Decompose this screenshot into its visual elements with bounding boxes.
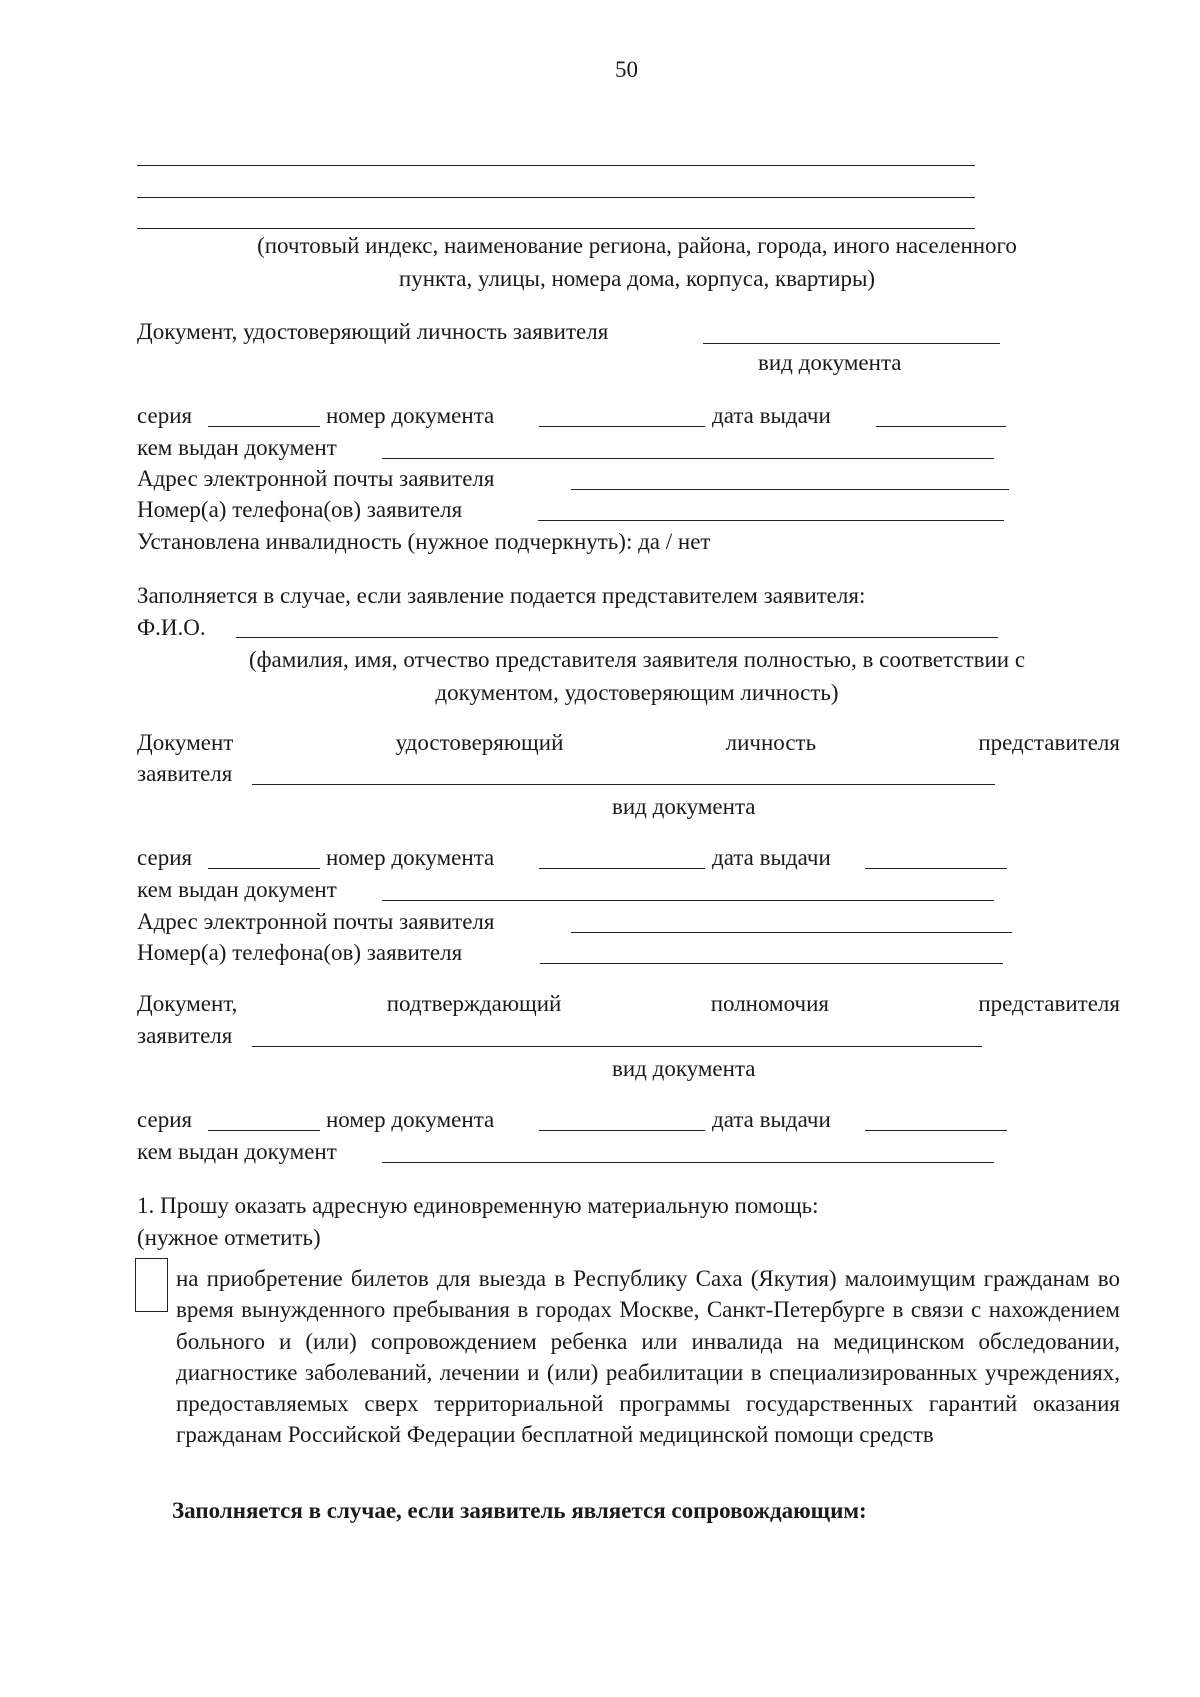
applicant-id-doc-field[interactable] (703, 343, 1000, 344)
rep-issue-date-label: дата выдачи (712, 845, 831, 870)
authority-doc-row (137, 988, 1120, 1019)
rep-phone-label: Номер(а) телефона(ов) заявителя (137, 940, 463, 965)
rep-email-field[interactable] (571, 932, 1012, 933)
applicant-issued-by-field[interactable] (382, 458, 994, 459)
applicant-email-field[interactable] (571, 489, 1009, 490)
auth-issued-by-label: кем выдан документ (137, 1139, 337, 1164)
rep-series-field[interactable] (208, 868, 320, 869)
rep-id-word-1: Документ (137, 730, 234, 755)
representative-intro: Заполняется в случае, если заявление подается представителем заявителя: (137, 583, 866, 608)
applicant-phone-field[interactable] (538, 520, 1004, 521)
applicant-issue-date-label: дата выдачи (712, 403, 831, 428)
applicant-series-field[interactable] (208, 426, 320, 427)
auth-word-4: представителя (978, 991, 1120, 1016)
applicant-doc-type-caption: вид документа (758, 350, 902, 375)
rep-phone-field[interactable] (540, 963, 1003, 964)
representative-fio-field[interactable] (236, 637, 998, 638)
auth-word-3: полномочия (710, 991, 829, 1016)
applicant-number-label: номер документа (326, 403, 495, 428)
auth-issue-date-field[interactable] (865, 1130, 1007, 1131)
representative-id-doc-line2: заявителя (137, 761, 233, 786)
auth-issue-date-label: дата выдачи (712, 1107, 831, 1132)
representative-id-doc-field[interactable] (252, 784, 995, 785)
applicant-email-label: Адрес электронной почты заявителя (137, 466, 495, 491)
address-line-1[interactable] (137, 165, 975, 166)
applicant-issued-by-label: кем выдан документ (137, 435, 337, 460)
authority-doc-field[interactable] (252, 1046, 982, 1047)
escort-heading: Заполняется в случае, если заявитель является сопровождающим: (172, 1498, 867, 1523)
auth-number-field[interactable] (539, 1130, 705, 1131)
rep-email-label: Адрес электронной почты заявителя (137, 909, 495, 934)
ticket-purchase-checkbox[interactable] (135, 1258, 168, 1312)
rep-series-label: серия (137, 845, 193, 870)
address-caption-1: (почтовый индекс, наименование региона, района, города, иного населенного (257, 233, 1017, 258)
applicant-series-label: серия (137, 403, 193, 428)
rep-number-label: номер документа (326, 845, 495, 870)
rep-issued-by-label: кем выдан документ (137, 877, 337, 902)
rep-issue-date-field[interactable] (865, 868, 1007, 869)
rep-id-word-2: удостоверяющий (395, 730, 564, 755)
auth-word-2: подтверждающий (386, 991, 562, 1016)
request-line-1: 1. Прошу оказать адресную единовременную материальную помощь: (137, 1193, 819, 1218)
address-line-2[interactable] (137, 197, 975, 198)
auth-number-label: номер документа (326, 1107, 495, 1132)
applicant-number-field[interactable] (539, 426, 705, 427)
authority-doc-type-caption: вид документа (612, 1056, 756, 1081)
rep-issued-by-field[interactable] (382, 900, 994, 901)
address-caption-2: пункта, улицы, номера дома, корпуса, квартиры) (398, 266, 876, 291)
address-line-3[interactable] (137, 228, 975, 229)
rep-id-word-4: представителя (978, 730, 1120, 755)
representative-fio-caption-2: документом, удостоверяющим личность) (435, 680, 839, 705)
rep-number-field[interactable] (539, 868, 705, 869)
applicant-phone-label: Номер(а) телефона(ов) заявителя (137, 497, 463, 522)
representative-id-doc-row (137, 727, 1120, 758)
representative-doc-type-caption: вид документа (612, 794, 756, 819)
page-number: 50 (615, 57, 638, 82)
representative-fio-label: Ф.И.О. (137, 615, 206, 640)
applicant-id-doc-label: Документ, удостоверяющий личность заявителя (137, 319, 609, 344)
authority-doc-line2: заявителя (137, 1023, 233, 1048)
auth-series-label: серия (137, 1107, 193, 1132)
applicant-disability-label: Установлена инвалидность (нужное подчеркнуть): да / нет (137, 529, 711, 554)
rep-id-word-3: личность (725, 730, 817, 755)
applicant-issue-date-field[interactable] (876, 426, 1006, 427)
request-line-2: (нужное отметить) (137, 1225, 321, 1250)
ticket-purchase-option-text: на приобретение билетов для выезда в Республику Саха (Якутия) малоимущим гражданам во время вынужденного пребывания в городах Москве, Санкт-Петербурге в связи с нахождением больного и (или) сопровождением ребенка или инвалида на медицинском обследовании, диагностике заболеваний, лечении и (или) реабилитации в специализированных учреждениях, предоставляемых сверх территориальной программы государственных гарантий оказания гражданам Российской Федерации бесплатной медицинской помощи средств (176, 1266, 1120, 1448)
auth-series-field[interactable] (208, 1130, 320, 1131)
auth-issued-by-field[interactable] (382, 1162, 994, 1163)
auth-word-1: Документ, (137, 991, 238, 1016)
representative-fio-caption-1: (фамилия, имя, отчество представителя заявителя полностью, в соответствии с (248, 647, 1026, 672)
